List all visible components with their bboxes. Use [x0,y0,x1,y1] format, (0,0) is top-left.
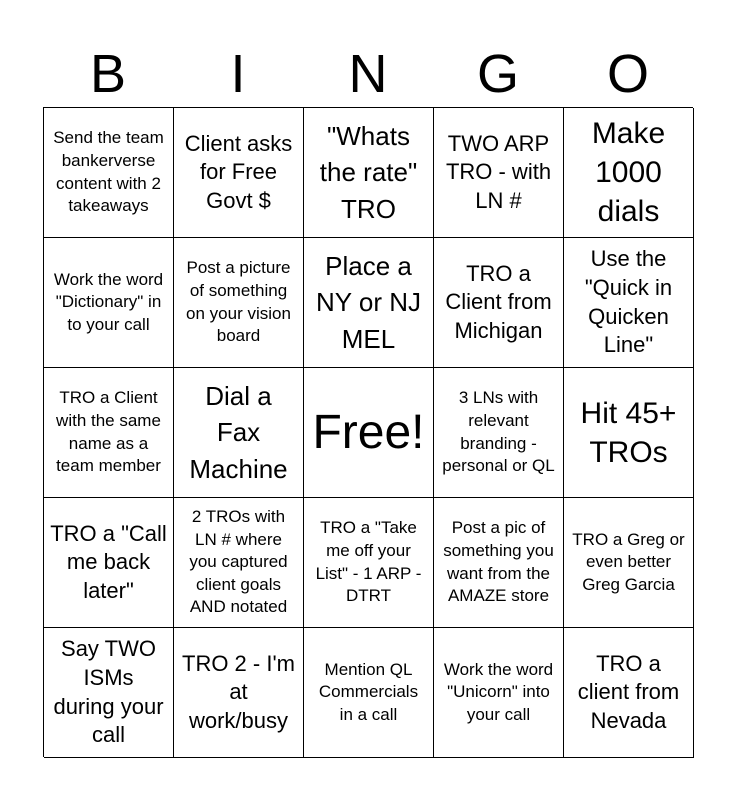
bingo-cell[interactable] [434,238,564,368]
bingo-cell[interactable] [44,628,174,758]
header-letter-b: B [89,44,127,104]
bingo-cell[interactable] [44,368,174,498]
header-letter-n: N [348,44,388,104]
bingo-cell[interactable] [564,108,694,238]
bingo-cell[interactable] [44,498,174,628]
bingo-grid [43,107,693,757]
bingo-cell-text: Post a picture of something on your vision board [186,258,291,346]
bingo-cell[interactable] [564,368,694,498]
bingo-cell-text: Work the word "Unicorn" into your call [443,659,554,724]
bingo-cell-text: "Whats the rate" TRO [319,120,418,224]
bingo-cell-text: TRO a "Take me off your List" - 1 ARP - DTRT [315,518,422,606]
bingo-cell-text: Make 1000 dials [591,117,666,228]
bingo-cell-text: TRO a Client with the same name as a team member [56,388,161,476]
bingo-cell-text: Hit 45+ TROs [580,396,677,469]
bingo-cell[interactable] [174,238,304,368]
bingo-cell-text: 3 LNs with relevant branding - personal or QL [442,388,555,476]
free-space-cell[interactable] [304,368,434,498]
bingo-cell[interactable] [564,238,694,368]
bingo-cell[interactable] [174,368,304,498]
bingo-cell[interactable] [564,498,694,628]
bingo-cell-text: TRO a client from Nevada [577,650,680,733]
bingo-cell[interactable] [174,108,304,238]
bingo-cell[interactable] [434,108,564,238]
bingo-cell-text: Work the word "Dictionary" in to your call [53,269,164,334]
bingo-cell[interactable] [44,238,174,368]
header-letter-i: I [230,44,246,104]
bingo-cell[interactable] [174,498,304,628]
bingo-cell-text: TWO ARP TRO - with LN # [445,130,552,213]
bingo-cell[interactable] [304,238,434,368]
bingo-cell-text: Client asks for Free Govt $ [184,130,293,213]
bingo-cell-text: TRO a "Call me back later" [50,520,167,603]
bingo-cell[interactable] [304,498,434,628]
bingo-cell-text: Place a NY or NJ MEL [316,250,421,354]
bingo-cell-text: TRO a Client from Michigan [445,260,552,343]
bingo-cell-text: Send the team bankerverse content with 2 takeaways [53,128,164,216]
bingo-cell-text: Dial a Fax Machine [189,380,288,484]
bingo-cell-text: Free! [312,405,425,459]
bingo-cell[interactable] [304,628,434,758]
bingo-cell[interactable] [564,628,694,758]
bingo-cell-text: Use the "Quick in Quicken Line" [584,246,673,358]
bingo-cell[interactable] [44,108,174,238]
bingo-cell-text: 2 TROs with LN # where you captured client goals AND notated [189,506,288,617]
bingo-cell-text: TRO a Greg or even better Greg Garcia [572,529,685,594]
bingo-cell-text: Post a pic of something you want from the AMAZE store [443,518,554,606]
bingo-cell-text: Mention QL Commercials in a call [318,659,419,724]
bingo-cell[interactable] [174,628,304,758]
bingo-cell-text: Say TWO ISMs during your call [53,636,164,748]
bingo-cell[interactable] [434,498,564,628]
bingo-header [43,40,693,108]
header-letter-o: O [606,44,649,104]
bingo-cell[interactable] [434,628,564,758]
header-letter-g: G [476,44,519,104]
bingo-cell[interactable] [304,108,434,238]
bingo-cell[interactable] [434,368,564,498]
bingo-cell-text: TRO 2 - I'm at work/busy [182,650,295,733]
